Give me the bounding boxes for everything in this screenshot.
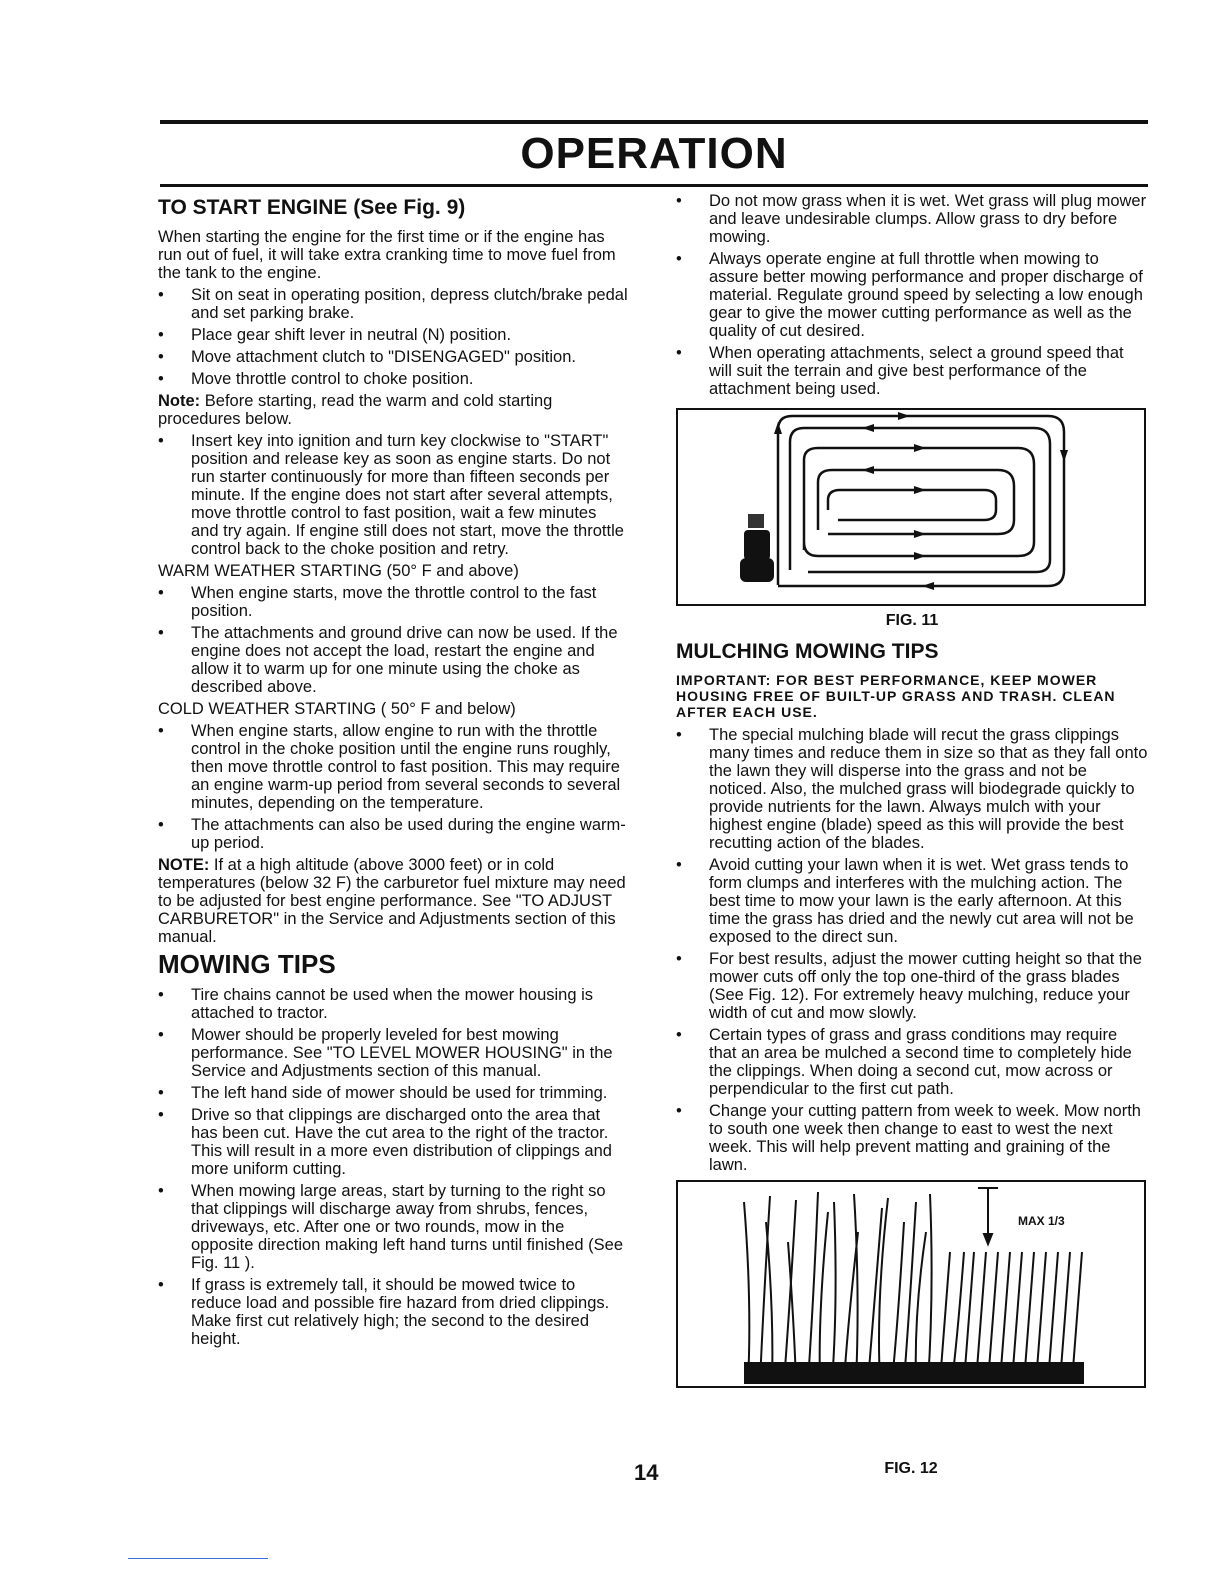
- list-item: • Sit on seat in operating position, depress clutch/brake pedal and set parking brake.: [158, 286, 628, 322]
- list-item: • When mowing large areas, start by turning to the right so that clippings will discharge away from shrubs, fences, driveways, etc. After one or two rounds, mow in the opposite direction making left hand turns until finished (See Fig. 11 ).: [158, 1182, 628, 1272]
- page-title: OPERATION: [520, 129, 788, 178]
- grass-illustration: [678, 1182, 1144, 1386]
- list-item: • Certain types of grass and grass conditions may require that an area be mulched a second time to completely hide the clippings. When doing a second cut, mow across or perpendicular to the first cut path.: [676, 1026, 1148, 1098]
- list-item: • Place gear shift lever in neutral (N) position.: [158, 326, 628, 344]
- list-item: • Insert key into ignition and turn key clockwise to "START" position and release key as soon as engine starts. Do not run starter continuously for more than fifteen seconds per minute. If the engine does not start after several attempts, move throttle control to fast position, wait a few minutes and try again. If engine still does not start, move the throttle control back to the choke position and retry.: [158, 432, 628, 558]
- list-item: • For best results, adjust the mower cutting height so that the mower cuts off only the top one-third of the grass blades (See Fig. 12). For extremely heavy mulching, reduce your width of cut and mow slowly.: [676, 950, 1148, 1022]
- note-label: Note:: [158, 392, 201, 410]
- list-item: • Mower should be properly leveled for best mowing performance. See "TO LEVEL MOWER HOUSING" in the Service and Adjustments section of this manual.: [158, 1026, 628, 1080]
- list-item: • Tire chains cannot be used when the mower housing is attached to tractor.: [158, 986, 628, 1022]
- ignition-steps: [158, 432, 628, 558]
- right-column: [676, 192, 1148, 1388]
- list-item: • The special mulching blade will recut the grass clippings many times and reduce them in size so that as they fall onto the lawn they will disperse into the grass and not be noticed. Also, the mulched grass will biodegrade quickly to provide nutrients for the lawn. Always mulch with your highest engine (blade) speed as this will provide the best recutting action of the blades.: [676, 726, 1148, 852]
- altitude-note: [158, 856, 628, 946]
- start-engine-heading: TO START ENGINE (See Fig. 9): [158, 196, 466, 219]
- list-item: • The attachments and ground drive can now be used. If the engine does not accept the load, restart the engine and allow it to warm up for one minute using the choke as described above.: [158, 624, 628, 696]
- fig-11-caption: FIG. 11: [885, 612, 939, 629]
- title-rule: [160, 184, 1148, 187]
- mowing-tips-list: [158, 986, 628, 1348]
- page-number: 14: [634, 1460, 659, 1485]
- loop-4: [818, 470, 1014, 534]
- fig-12-grass-height: [676, 1180, 1146, 1388]
- top-rule: [160, 120, 1148, 124]
- list-item: • The attachments can also be used during the engine warm-up period.: [158, 816, 628, 852]
- list-item: • When operating attachments, select a ground speed that will suit the terrain and give best performance of the attachment being used.: [676, 344, 1148, 398]
- mulching-important: IMPORTANT: FOR BEST PERFORMANCE, KEEP MOWER HOUSING FREE OF BUILT-UP GRASS AND TRASH. CLEAN AFTER EACH USE.: [676, 672, 1116, 720]
- list-item: • The left hand side of mower should be used for trimming.: [158, 1084, 628, 1102]
- mulching-heading: MULCHING MOWING TIPS: [676, 640, 939, 663]
- fig-12-caption: FIG. 12: [884, 1460, 938, 1477]
- tractor-icon: [740, 514, 774, 582]
- note2-label: NOTE:: [158, 856, 210, 874]
- grass-base: [744, 1362, 1084, 1384]
- list-item: • Avoid cutting your lawn when it is wet. Wet grass tends to form clumps and interferes with the mulching action. The best time to mow your lawn is the early afternoon. At this time the grass has dried and the newly cut area will not be exposed to the direct sun.: [676, 856, 1148, 946]
- mowing-tips-heading: MOWING TIPS: [158, 949, 336, 979]
- fig-11-mowing-pattern: [676, 408, 1146, 606]
- left-column: [158, 196, 628, 1352]
- warm-weather-steps: [158, 584, 628, 696]
- loop-5: [828, 490, 996, 520]
- note2-text: If at a high altitude (above 3000 feet) or in cold temperatures (below 32 F) the carburetor fuel mixture may need to be adjusted for best engine performance. See "TO ADJUST CARBURETOR" in the Service and Adjustments section of this manual.: [158, 856, 626, 946]
- warm-weather-heading: WARM WEATHER STARTING (50° F and above): [158, 562, 519, 580]
- cold-weather-steps: [158, 722, 628, 852]
- max-cut-marker: [978, 1188, 998, 1244]
- list-item: • When engine starts, move the throttle control to the fast position.: [158, 584, 628, 620]
- list-item: • Drive so that clippings are discharged onto the area that has been cut. Have the cut area to the right of the tractor. This will result in a more even distribution of clippings and more uniform cutting.: [158, 1106, 628, 1178]
- note-text: Before starting, read the warm and cold starting procedures below.: [158, 392, 553, 428]
- start-note: [158, 392, 628, 428]
- list-item: • If grass is extremely tall, it should be mowed twice to reduce load and possible fire hazard from dried clippings. Make first cut relatively high; the second to the desired height.: [158, 1276, 628, 1348]
- mulching-tips-list: [676, 726, 1148, 1174]
- list-item: • Move attachment clutch to "DISENGAGED" position.: [158, 348, 628, 366]
- list-item: • When engine starts, allow engine to run with the throttle control in the choke position until the engine runs roughly, then move throttle control to fast position. This may require an engine warm-up period from several seconds to several minutes, depending on the temperature.: [158, 722, 628, 812]
- outer-loop: [778, 416, 1064, 586]
- cold-weather-heading: COLD WEATHER STARTING ( 50° F and below): [158, 700, 516, 718]
- list-item: • Change your cutting pattern from week to week. Mow north to south one week then change to east to west the next week. This will help prevent matting and graining of the lawn.: [676, 1102, 1148, 1174]
- list-item: • Always operate engine at full throttle when mowing to assure better mowing performance and proper discharge of material. Regulate ground speed by selecting a low enough gear to give the mower cutting performance as well as the quality of cut desired.: [676, 250, 1148, 340]
- start-engine-steps: [158, 286, 628, 388]
- start-engine-intro: When starting the engine for the first time or if the engine has run out of fuel, it will take extra cranking time to move fuel from the tank to the engine.: [158, 228, 616, 282]
- footer-line: [128, 1558, 268, 1559]
- max-cut-label: MAX 1/3: [1018, 1214, 1065, 1228]
- loop-3: [804, 448, 1034, 556]
- mowing-tips-continued: [676, 192, 1148, 398]
- list-item: • Do not mow grass when it is wet. Wet grass will plug mower and leave undesirable clumps. Allow grass to dry before mowing.: [676, 192, 1148, 246]
- mowing-pattern-diagram: [678, 410, 1144, 604]
- list-item: • Move throttle control to choke position.: [158, 370, 628, 388]
